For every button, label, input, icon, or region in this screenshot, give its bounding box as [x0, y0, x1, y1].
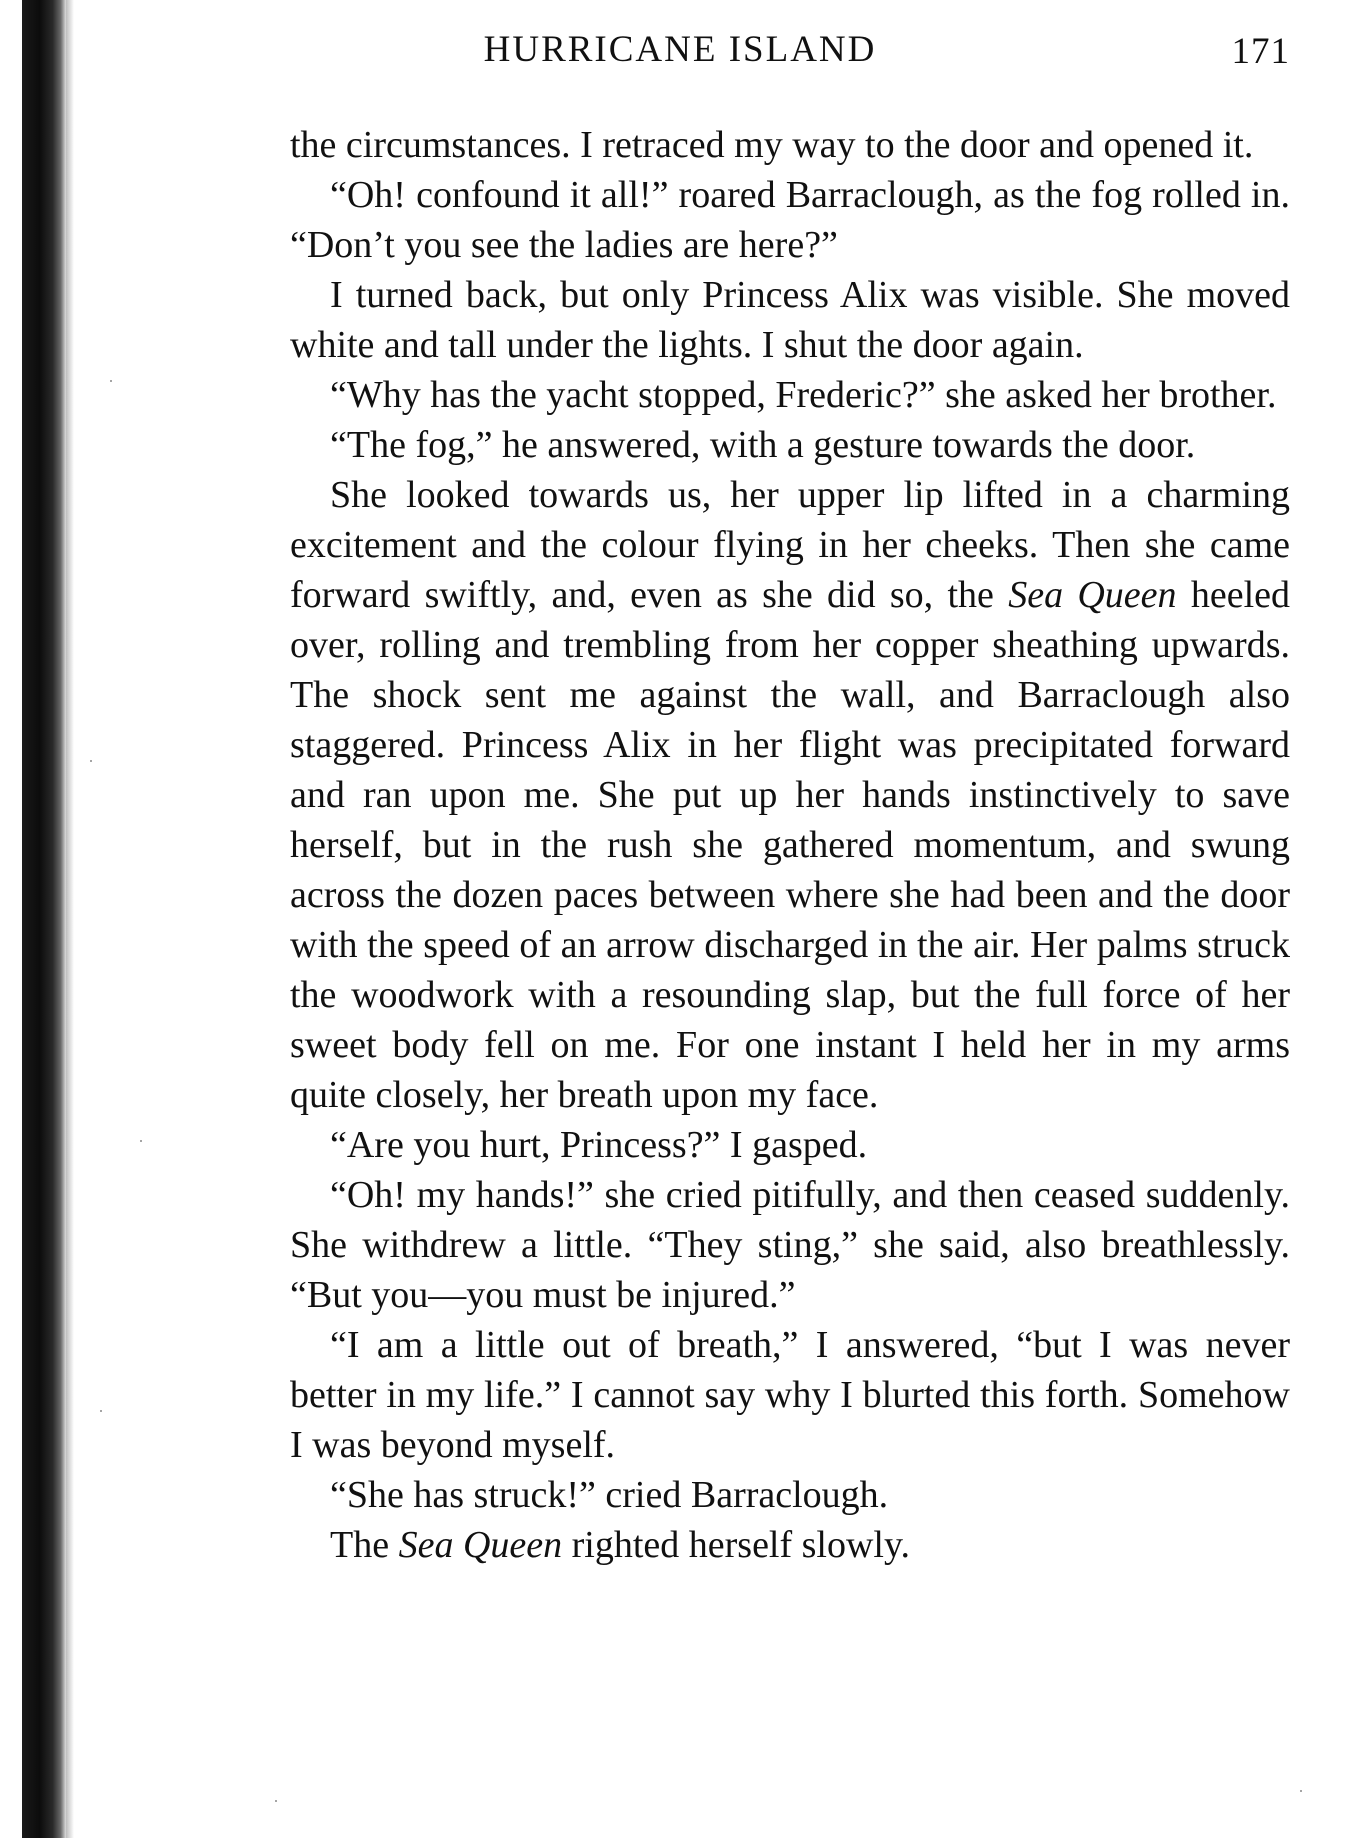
paragraph: “Oh! my hands!” she cried pitifully, and then ceased suddenly. She withdrew a little. “They sting,” she said, also breathlessly. “But you—you must be injured.”	[290, 1174, 1290, 1316]
paragraph-text: heeled over, rolling and trembling from her copper sheathing upwards. The shock sent me against the wall, and Barraclough also staggered. Princess Alix in her flight was precipitated forward and ran upon me. She put up her hands instinctively to save herself, but in the rush she gathered momentum, and swung across the dozen paces between where she had been and the door with the speed of an arrow discharged in the air. Her palms struck the woodwork with a resounding slap, but the full force of her sweet body fell on me. For one instant I held her in my arms quite closely, her breath upon my face.	[290, 574, 1290, 1116]
paragraph	[290, 470, 1290, 1120]
paragraph: “I am a little out of breath,” I answered, “but I was never better in my life.” I cannot say why I blurted this forth. Somehow I was beyond myself.	[290, 1324, 1290, 1466]
paragraph: the circumstances. I retraced my way to the door and opened it.	[290, 124, 1254, 166]
paragraph-text: righted herself slowly.	[571, 1524, 911, 1566]
running-title: HURRICANE ISLAND	[483, 29, 877, 70]
paragraph: “The fog,” he answered, with a gesture towards the door.	[330, 424, 1196, 466]
paragraph-text: The	[330, 1524, 390, 1566]
scan-speck	[110, 380, 112, 382]
ship-name-italic: Sea Queen	[398, 1524, 563, 1566]
ship-name-italic: Sea Queen	[1008, 574, 1177, 616]
scan-speck	[90, 760, 92, 762]
gutter-edge	[66, 0, 74, 1838]
paragraph: “She has struck!” cried Barraclough.	[330, 1474, 889, 1516]
scan-speck	[275, 1800, 277, 1802]
scan-speck	[1300, 1790, 1302, 1792]
paragraph: “Are you hurt, Princess?” I gasped.	[330, 1124, 868, 1166]
scan-speck	[140, 1140, 142, 1142]
paragraph	[290, 1520, 1290, 1570]
body-text	[290, 120, 1290, 1570]
page-header	[290, 22, 1290, 72]
book-spine-shadow	[22, 0, 66, 1838]
paragraph: “Oh! confound it all!” roared Barraclough, as the fog rolled in. “Don’t you see the ladies are here?”	[290, 174, 1290, 266]
paragraph: I turned back, but only Princess Alix was visible. She moved white and tall under the lights. I shut the door again.	[290, 274, 1290, 366]
paragraph-text: She looked towards us, her upper lip lifted in a charming excitement and the colour flying in her cheeks. Then she came forward swiftly, and, even as she did so, the	[290, 474, 1290, 616]
scan-speck	[100, 1410, 102, 1412]
page-number: 171	[1231, 31, 1290, 72]
paragraph: “Why has the yacht stopped, Frederic?” she asked her brother.	[330, 374, 1277, 416]
